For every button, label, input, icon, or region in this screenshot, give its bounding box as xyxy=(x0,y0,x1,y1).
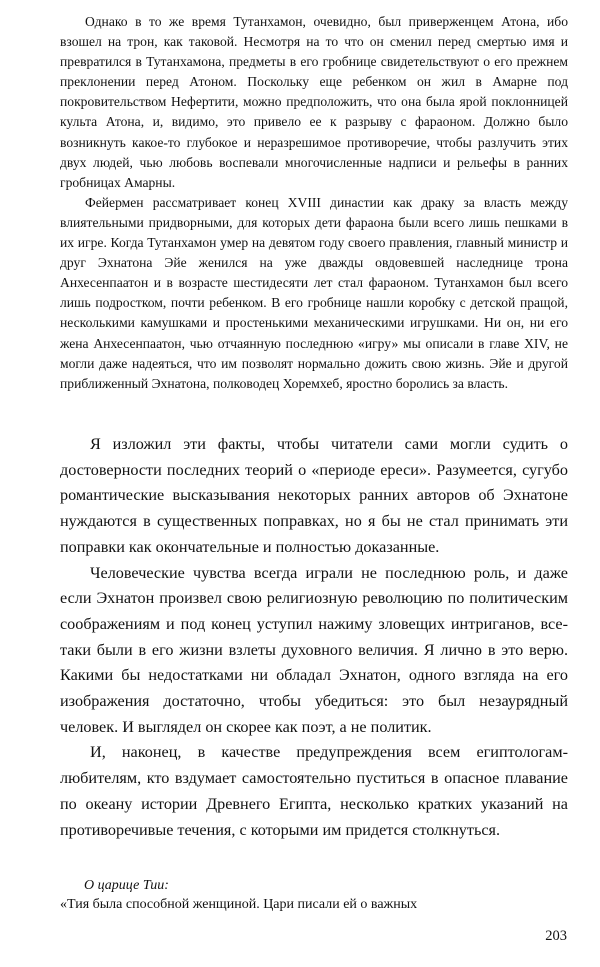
quote-heading: О царице Тии: xyxy=(84,878,169,893)
paragraph-warning-egyptologists: И, наконец, в качестве предупреждения всем египтологам-любителям, кто вздумает самостоятельно пуститься в опасное плавание по океану истории Древнего Египта, несколько кратких указаний на противоречивые течения, с которыми им придется столкнуться. xyxy=(60,743,568,839)
small-print-section xyxy=(60,12,568,394)
main-text-section xyxy=(60,432,568,843)
paragraph-tutankhamun-aton: Однако в то же время Тутанхамон, очевидно, был приверженцем Атона, ибо взошел на трон, как таковой. Несмотря на то что он сменил перед смертью имя и превратился в Тутанхамона, предметы в его гробнице свидетельствуют о его прежнем преклонении перед Атоном. Поскольку еще ребенком он жил в Амарне под покровительством Нефертити, можно предположить, что она была ярой поклонницей культа Атона, и, видимо, это привело ее к разрыву с фараоном. Должно было возникнуть какое-то глубокое и неразрешимое противоречие, чтобы разлучить этих двух людей, чью любовь воспевали многочисленные надписи и рельефы в ранних гробницах Амарны. xyxy=(60,14,568,190)
quote-first-line: «Тия была способной женщиной. Цари писали ей о важных xyxy=(60,897,418,912)
paragraph-human-feelings: Человеческие чувства всегда играли не последнюю роль, и даже если Эхнатон произвел свою религиозную революцию по политическим соображениям и под конец уступил нажиму зловещих интриганов, все-таки были в его жизни взлеты духовного величия. Я лично в это верю. Какими бы недостатками ни обладал Эхнатон, одного взгляда на его изображения достаточно, чтобы убедиться: это был незаурядный человек. И выглядел он скорее как поэт, а не политик. xyxy=(60,563,568,736)
page-number: 203 xyxy=(545,928,567,944)
paragraph-facts-theories: Я изложил эти факты, чтобы читатели сами могли судить о достоверности последних теорий о «периоде ереси». Разумеется, сугубо романтические высказывания некоторых ранних авторов об Эхнатоне нуждаются в существенных поправках, но я бы не стал принимать эти поправки как окончательные и полностью доказанные. xyxy=(60,435,568,556)
paragraph-feuerman-dynasty: Фейермен рассматривает конец XVIII династии как драку за власть между влиятельными придворными, для которых дети фараона были всего лишь пешками в их игре. Когда Тутанхамон умер на девятом году своего правления, главный министр и друг Эхнатона Эйе женился на уже дважды овдовевшей наследнице трона Анхесенпаатон и в возрасте шестидесяти лет стал фараоном. Тутанхамон был всего лишь подростком, почти ребенком. В его гробнице нашли коробку с детской пращой, несколькими камушками и простенькими механическими игрушками. Ни он, ни его жена Анхесенпаатон, чью отчаянную последнюю «игру» мы описали в главе XIV, не могли даже надеяться, что им позволят нормально дожить свою жизнь. Эйе и другой приближенный Эхнатона, полководец Хоремхеб, яростно боролись за власть. xyxy=(60,194,568,391)
